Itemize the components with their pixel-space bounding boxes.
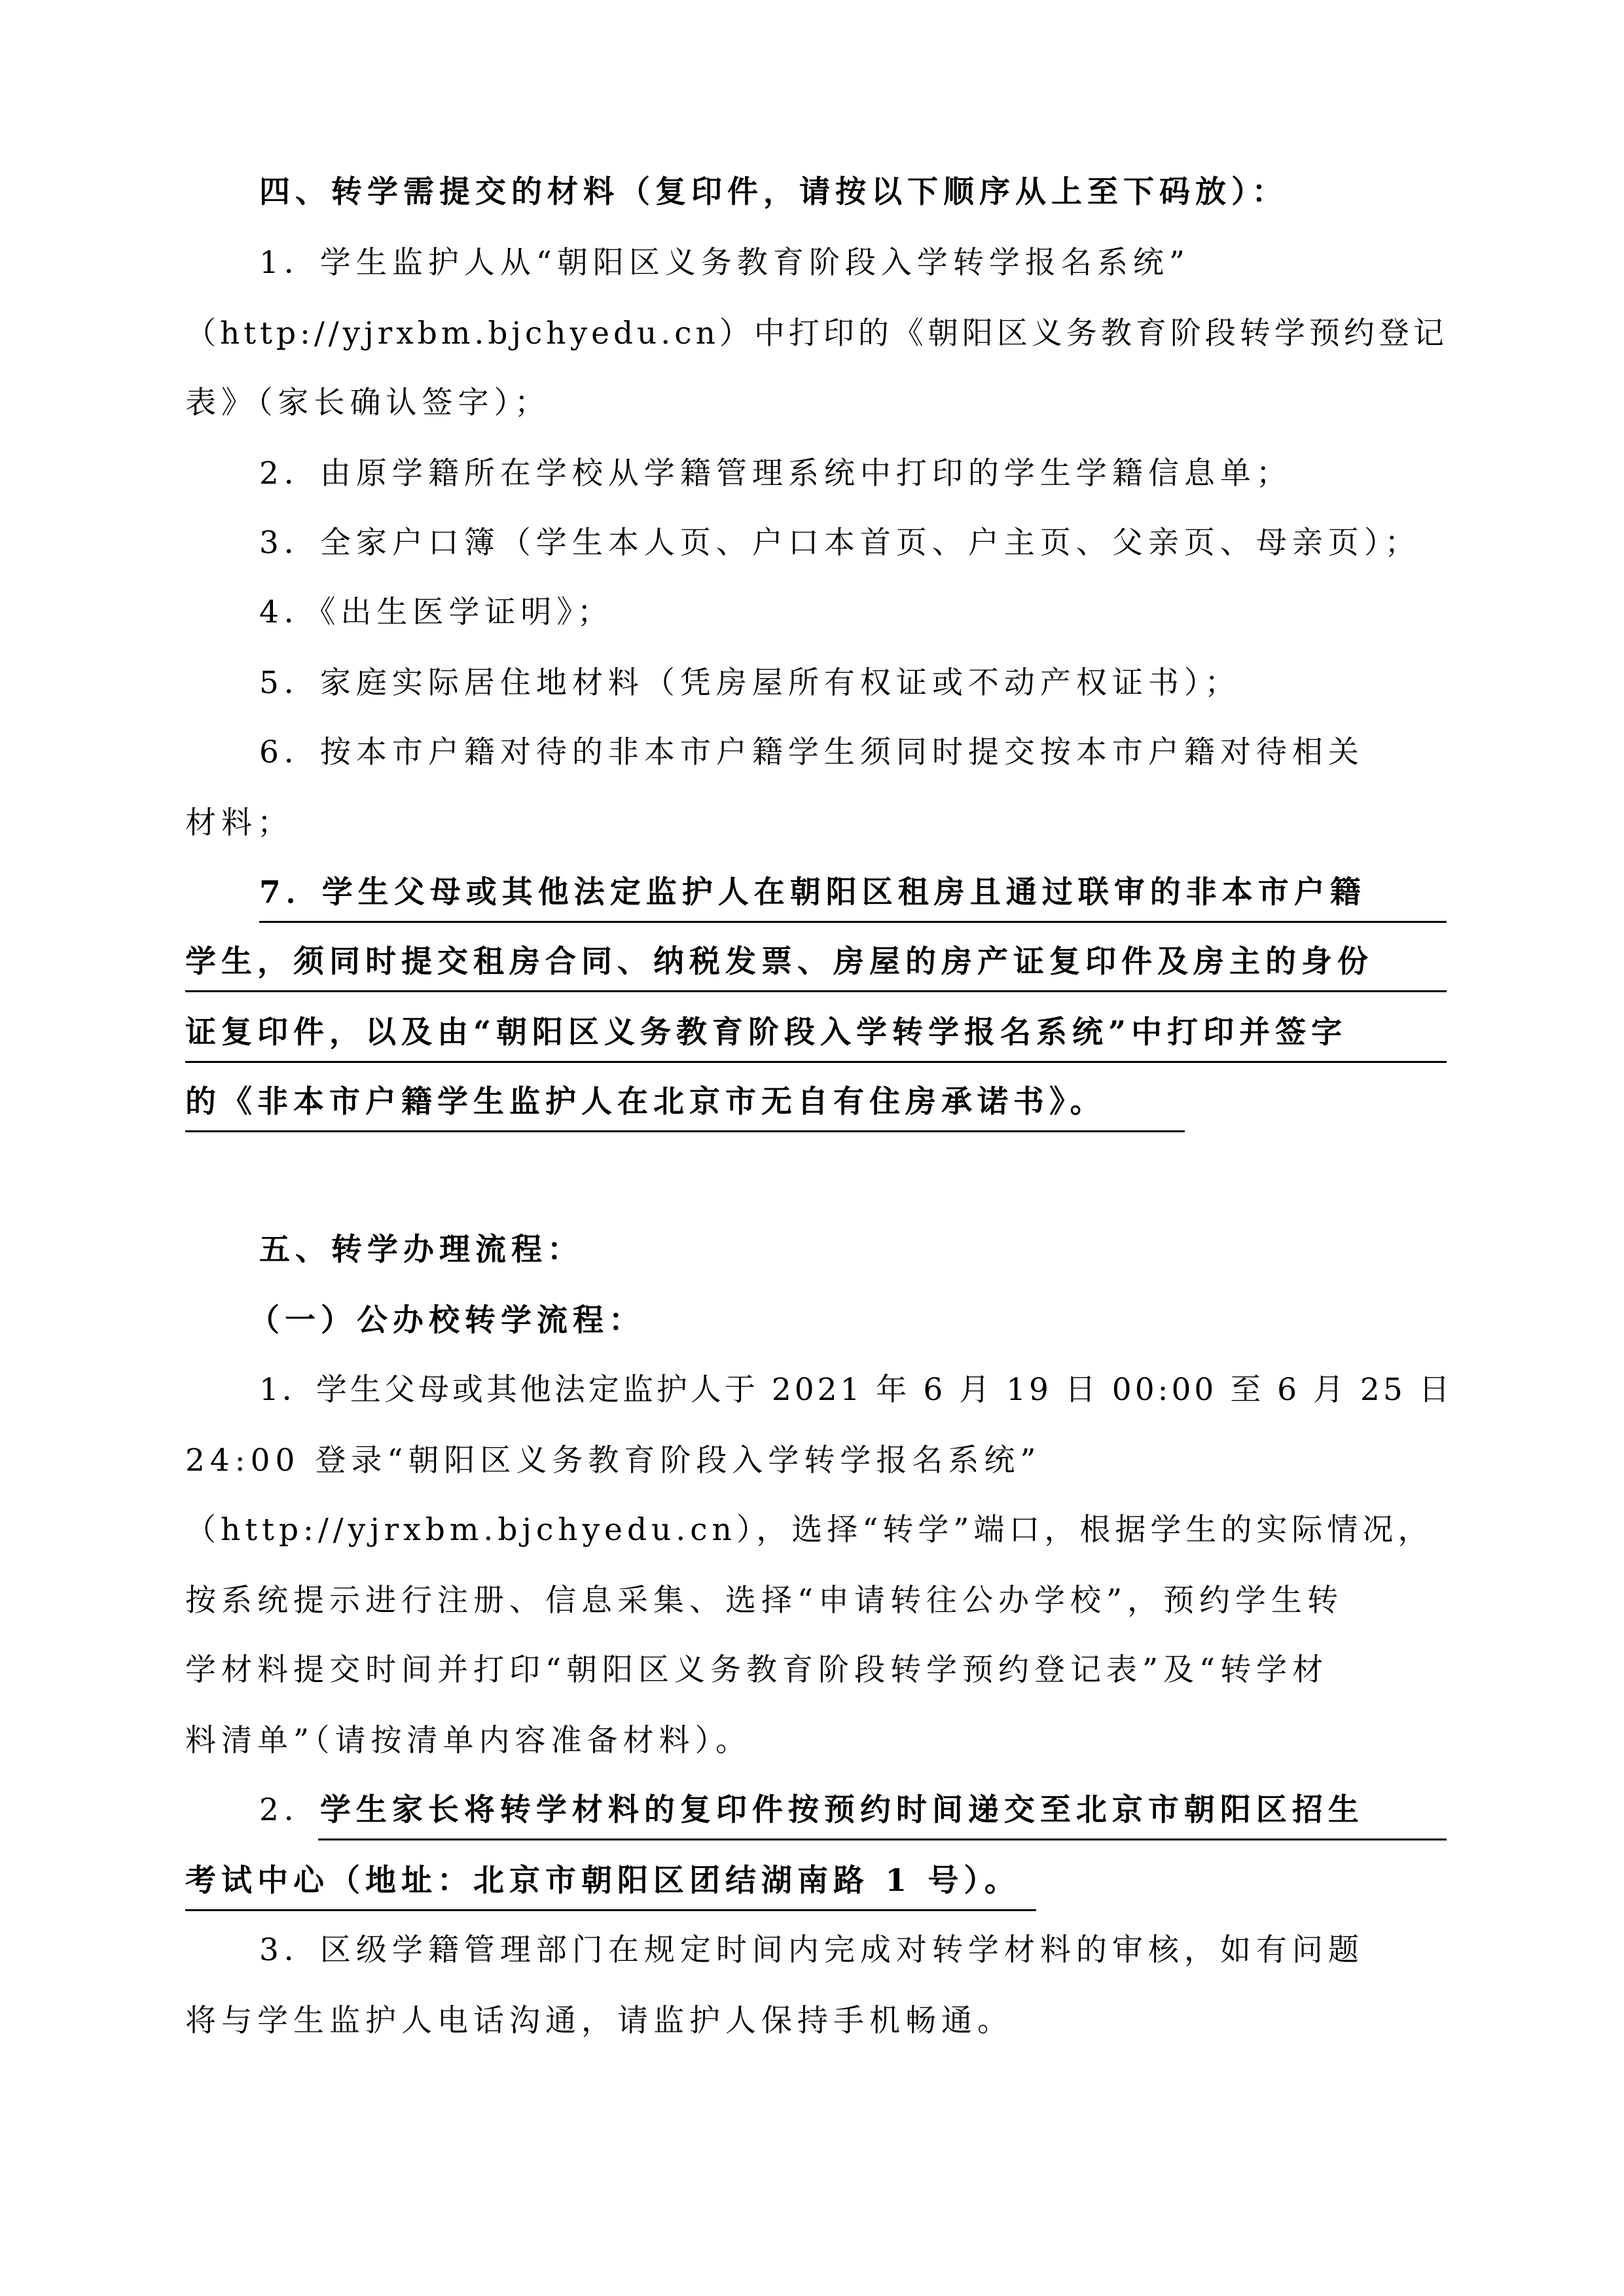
section4-item5: 5．家庭实际居住地材料（凭房屋所有权证或不动产权证书）； — [259, 665, 1241, 701]
section4-item1-line2: （http://yjrxbm.bjchyedu.cn）中打印的《朝阳区义务教育阶段转学预约登记 — [185, 315, 1448, 351]
section5-step1-line3: （http://yjrxbm.bjchyedu.cn），选择“转学”端口，根据学生的实际情况， — [185, 1512, 1434, 1548]
section5-step1-line2: 24:00 登录“朝阳区义务教育阶段入学转学报名系统” — [185, 1443, 1041, 1479]
section4-item7-line3: 证复印件，以及由“朝阳区义务教育阶段入学转学报名系统”中打印并签字 — [185, 1014, 1348, 1050]
section4-item4: 4．《出生医学证明》； — [259, 594, 613, 630]
section5-step1-line5: 学材料提交时间并打印“朝阳区义务教育阶段转学预约登记表”及“转学材 — [185, 1652, 1329, 1688]
section5-heading: 五、转学办理流程： — [259, 1232, 583, 1268]
item7-underline-2 — [185, 990, 1447, 992]
item7-underline-1 — [259, 921, 1447, 923]
section5-step3-line2: 将与学生监护人电话沟通，请监护人保持手机畅通。 — [185, 2003, 1013, 2039]
section4-heading: 四、转学需提交的材料（复印件，请按以下顺序从上至下码放）： — [259, 174, 1288, 210]
item7-underline-4 — [185, 1130, 1185, 1132]
section5-step1-line1: 1．学生父母或其他法定监护人于 2021 年 6 月 19 日 00:00 至 6 月 25 日 — [259, 1372, 1453, 1408]
step2-underline-1 — [318, 1839, 1447, 1840]
section5-step3-line1: 3．区级学籍管理部门在规定时间内完成对转学材料的审核，如有问题 — [259, 1932, 1364, 1968]
section4-item7-line1: 7．学生父母或其他法定监护人在朝阳区租房且通过联审的非本市户籍 — [259, 874, 1366, 910]
section4-item6-line1: 6．按本市户籍对待的非本市户籍学生须同时提交按本市户籍对待相关 — [259, 734, 1364, 770]
section4-item7-line2: 学生，须同时提交租房合同、纳税发票、房屋的房产证复印件及房主的身份 — [185, 944, 1373, 980]
section4-item7-line4: 的《非本市户籍学生监护人在北京市无自有住房承诺书》。 — [185, 1084, 1106, 1120]
step2-text: 学生家长将转学材料的复印件按预约时间递交至北京市朝阳区招生 — [319, 1792, 1364, 1828]
section4-item6-line2: 材料； — [185, 805, 293, 841]
section4-item2: 2．由原学籍所在学校从学籍管理系统中打印的学生学籍信息单； — [259, 456, 1292, 492]
section4-item3: 3．全家户口簿（学生本人页、户口本首页、户主页、父亲页、母亲页）； — [259, 525, 1421, 561]
section5-step2-line1 — [259, 1791, 1364, 1830]
item7-underline-3 — [185, 1061, 1447, 1063]
section5-step2-line2: 考试中心（地址：北京市朝阳区团结湖南路 1 号）。 — [185, 1863, 1020, 1899]
section5-step1-line6: 料清单”（请按清单内容准备材料）。 — [185, 1723, 752, 1759]
step2-underline-2 — [185, 1909, 1036, 1911]
section5-subheading: （一）公办校转学流程： — [249, 1302, 645, 1338]
step2-number: 2． — [259, 1792, 320, 1828]
section5-step1-line4: 按系统提示进行注册、信息采集、选择“申请转往公办学校”，预约学生转 — [185, 1583, 1344, 1619]
section4-item1-line1: 1．学生监护人从“朝阳区义务教育阶段入学转学报名系统” — [259, 245, 1190, 281]
section4-item1-line3: 表》（家长确认签字）； — [185, 385, 550, 421]
